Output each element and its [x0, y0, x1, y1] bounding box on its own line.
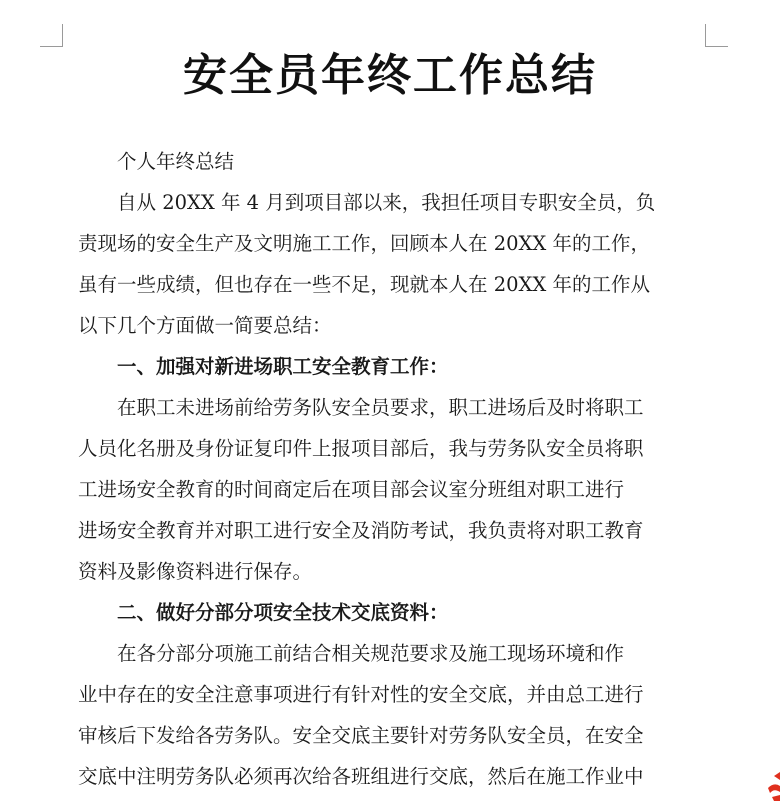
document-title: 安全员年终工作总结	[183, 50, 597, 101]
text-line: 以下几个方面做一简要总结：	[78, 314, 332, 337]
text-line: 个人年终总结	[117, 150, 235, 173]
paragraph	[78, 182, 696, 346]
text-line: 在各分部分项施工前结合相关规范要求及施工现场环境和作	[117, 642, 625, 665]
paragraph	[78, 387, 696, 592]
section-heading	[78, 592, 696, 633]
text-line: 虽有一些成绩，但也存在一些不足，现就本人在 20XX 年的工作从	[78, 273, 650, 296]
text-line: 工进场安全教育的时间商定后在项目部会议室分班组对职工进行	[78, 478, 625, 501]
section-heading	[78, 346, 696, 387]
text-line: 审核后下发给各劳务队。安全交底主要针对劳务队安全员，在安全	[78, 724, 644, 747]
document-body	[78, 141, 696, 797]
text-line: 资料及影像资料进行保存。	[78, 560, 313, 583]
text-line: 二、做好分部分项安全技术交底资料：	[117, 601, 449, 624]
text-line: 自从 20XX 年 4 月到项目部以来，我担任项目专职安全员，负	[117, 191, 656, 214]
margin-corner-mark-top-left	[40, 24, 63, 47]
text-line: 交底中注明劳务队必须再次给各班组进行交底，然后在施工作业中	[78, 765, 644, 788]
text-line: 人员化名册及身份证复印件上报项目部后，我与劳务队安全员将职	[78, 437, 644, 460]
text-line: 责现场的安全生产及文明施工工作，回顾本人在 20XX 年的工作，	[78, 232, 650, 255]
paragraph	[78, 633, 696, 797]
margin-corner-mark-top-right	[705, 24, 728, 47]
text-line: 业中存在的安全注意事项进行有针对性的安全交底，并由总工进行	[78, 683, 644, 706]
text-line: 在职工未进场前给劳务队安全员要求，职工进场后及时将职工	[117, 396, 644, 419]
partial-watermark-icon	[764, 770, 780, 801]
text-line: 一、加强对新进场职工安全教育工作：	[117, 355, 449, 378]
paragraph	[78, 141, 696, 182]
text-line: 进场安全教育并对职工进行安全及消防考试，我负责将对职工教育	[78, 519, 644, 542]
